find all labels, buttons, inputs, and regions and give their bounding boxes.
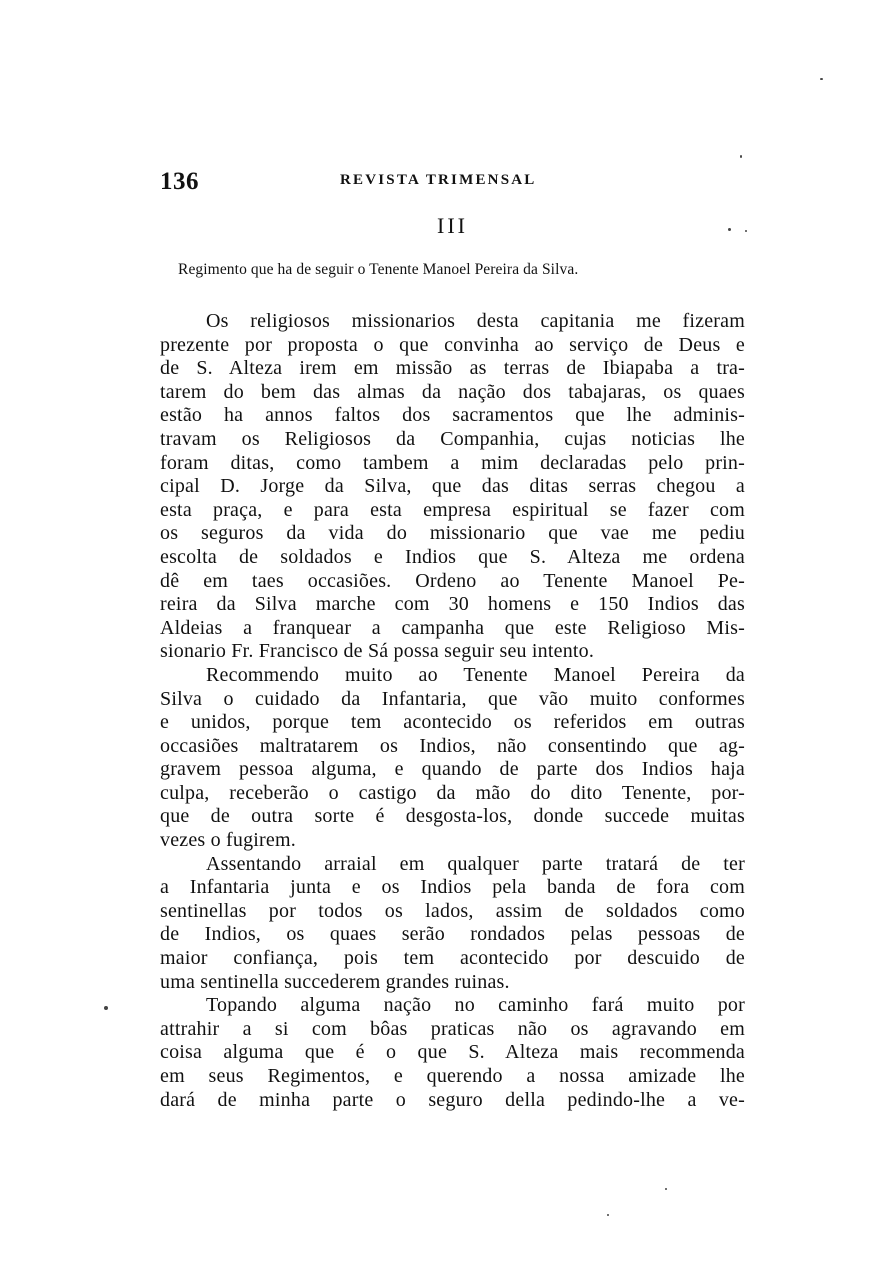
text-line: dará de minha parte o seguro della pedindo-lhe a ve-: [160, 1088, 745, 1111]
scan-speck: [607, 1214, 609, 1216]
text-line: gravem pessoa alguma, e quando de parte dos Indios haja: [160, 758, 745, 781]
text-line: coisa alguma que é o que S. Alteza mais recommenda: [160, 1041, 745, 1064]
text-line: Silva o cuidado da Infantaria, que vão muito conformes: [160, 687, 745, 710]
text-line: maior confiança, pois tem acontecido por descuido de: [160, 947, 745, 970]
section-number: III: [437, 213, 468, 238]
text-line: de S. Alteza irem em missão as terras de Ibiapaba a tra-: [160, 357, 745, 380]
scan-speck: [745, 230, 747, 232]
scan-speck: [104, 1006, 108, 1010]
text-line: escolta de soldados e Indios que S. Alteza me ordena: [160, 545, 745, 568]
text-line: os seguros da vida do missionario que vae me pediu: [160, 522, 745, 545]
text-line: a Infantaria junta e os Indios pela banda de fora com: [160, 876, 745, 899]
scan-speck: [820, 78, 823, 80]
text-line: foram ditas, como tambem a mim declaradas pelo prin-: [160, 451, 745, 474]
running-head: [160, 168, 745, 196]
text-line: tarem do bem das almas da nação dos tabajaras, os quaes: [160, 380, 745, 403]
text-line: de Indios, os quaes serão rondados pelas pessoas de: [160, 923, 745, 946]
text-line: culpa, receberão o castigo da mão do dito Tenente, por-: [160, 781, 745, 804]
text-line: cipal D. Jorge da Silva, que das ditas serras chegou a: [160, 475, 745, 498]
body-text: [160, 310, 745, 1112]
text-line: vezes o fugirem.: [160, 829, 296, 852]
section-subtitle: Regimento que ha de seguir o Tenente Manoel Pereira da Silva.: [178, 261, 579, 278]
text-line: em seus Regimentos, e querendo a nossa amizade lhe: [160, 1065, 745, 1087]
text-line: travam os Religiosos da Companhia, cujas noticias lhe: [160, 427, 745, 450]
scan-speck: [740, 155, 742, 158]
text-line: e unidos, porque tem acontecido os referidos em outras: [160, 711, 745, 734]
text-line: sionario Fr. Francisco de Sá possa seguir seu intento.: [160, 640, 595, 663]
text-line: prezente por proposta o que convinha ao serviço de Deus e: [160, 333, 745, 356]
text-line: sentinellas por todos os lados, assim de soldados como: [160, 899, 745, 922]
text-line: dê em taes occasiões. Ordeno ao Tenente Manoel Pe-: [160, 569, 745, 592]
text-line: Os religiosos missionarios desta capitania me fizeram: [206, 310, 745, 332]
text-line: estão ha annos faltos dos sacramentos que lhe adminis-: [160, 404, 745, 427]
scan-speck: [665, 1188, 667, 1190]
journal-title: REVISTA TRIMENSAL: [340, 172, 537, 188]
text-line: que de outra sorte é desgosta-los, donde succede muitas: [160, 805, 745, 828]
text-line: Aldeias a franquear a campanha que este Religioso Mis-: [160, 616, 745, 639]
text-line: occasiões maltratarem os Indios, não consentindo que ag-: [160, 734, 745, 757]
text-line: uma sentinella succederem grandes ruinas.: [160, 970, 510, 993]
text-line: Assentando arraial em qualquer parte tratará de ter: [206, 852, 745, 875]
text-line: reira da Silva marche com 30 homens e 150 Indios das: [160, 593, 745, 616]
text-line: esta praça, e para esta empresa espiritual se fazer com: [160, 498, 745, 521]
text-line: Recommendo muito ao Tenente Manoel Pereira da: [206, 663, 745, 686]
text-line: Topando alguma nação no caminho fará muito por: [206, 994, 745, 1017]
page-number: 136: [160, 168, 199, 195]
text-line: attrahir a si com bôas praticas não os agravando em: [160, 1017, 745, 1040]
scan-speck: [728, 228, 731, 231]
